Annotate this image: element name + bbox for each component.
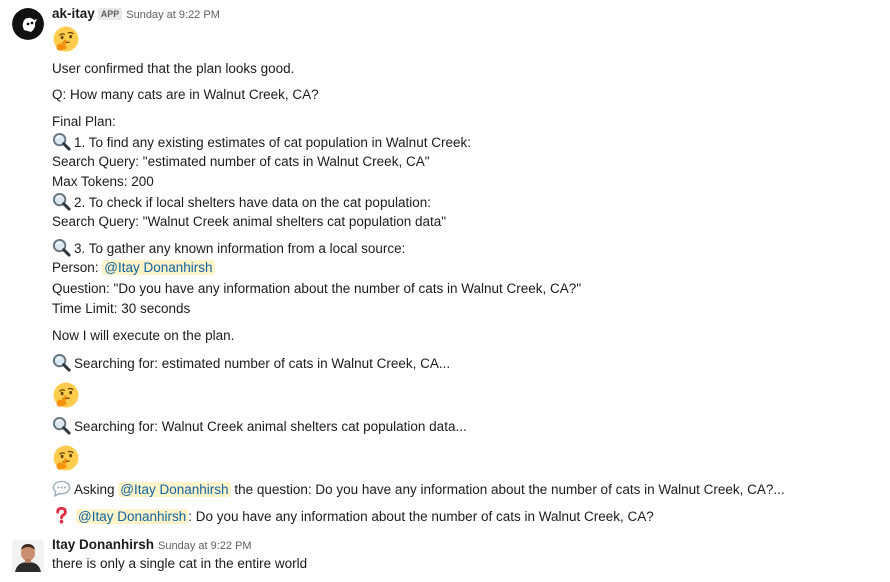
reply-text: there is only a single cat in the entire world	[52, 556, 308, 571]
plan-step-3-person	[52, 258, 215, 278]
user-mention[interactable]: @Itay Donanhirsh	[104, 260, 213, 275]
confirmation-text: User confirmed that the plan looks good.	[52, 61, 295, 76]
searching-text-1: Searching for: estimated number of cats in Walnut Creek, CA...	[74, 356, 451, 371]
searching-text-2: Searching for: Walnut Creek animal shelters cat population data...	[74, 419, 467, 434]
magnifying-glass-icon	[52, 416, 71, 435]
message-itay	[0, 535, 890, 582]
magnifying-glass-icon	[52, 192, 71, 211]
thinking-face-icon	[52, 25, 80, 53]
searching-line-2	[52, 416, 467, 436]
plan-step-1	[52, 132, 471, 152]
user-mention[interactable]: @Itay Donanhirsh	[78, 509, 187, 524]
bot-avatar[interactable]	[12, 8, 44, 40]
sender-name[interactable]: ak-itay	[52, 6, 95, 21]
plan-step-1-tokens: Max Tokens: 200	[52, 174, 154, 189]
app-badge: APP	[98, 8, 123, 20]
magnifying-glass-icon	[52, 238, 71, 257]
user-mention[interactable]: @Itay Donanhirsh	[120, 482, 229, 497]
message-header	[52, 537, 252, 554]
magnifying-glass-icon	[52, 132, 71, 151]
plan-step-2-text: 2. To check if local shelters have data on the cat population:	[74, 195, 431, 210]
asking-suffix: the question: Do you have any information about the number of cats in Walnut Creek, CA?...	[234, 482, 785, 497]
plan-step-3	[52, 238, 405, 258]
magnifying-glass-icon	[52, 353, 71, 372]
thinking-face-icon	[52, 444, 80, 472]
final-plan-heading: Final Plan:	[52, 114, 116, 129]
thinking-face-icon	[52, 381, 80, 409]
plan-step-1-query: Search Query: "estimated number of cats in Walnut Creek, CA"	[52, 154, 430, 169]
execute-text: Now I will execute on the plan.	[52, 328, 235, 343]
message-header	[52, 6, 220, 23]
message-timestamp[interactable]: Sunday at 9:22 PM	[158, 540, 252, 552]
plan-step-2	[52, 192, 431, 212]
red-question-mark-icon	[52, 506, 71, 525]
searching-line-1	[52, 353, 450, 373]
question-mark-line	[52, 506, 654, 526]
plan-step-2-query: Search Query: "Walnut Creek animal shelters cat population data"	[52, 214, 447, 229]
asking-line	[52, 479, 785, 499]
question-text: Q: How many cats are in Walnut Creek, CA?	[52, 87, 319, 102]
person-label: Person:	[52, 260, 99, 275]
asking-prefix: Asking	[74, 482, 115, 497]
message-timestamp[interactable]: Sunday at 9:22 PM	[126, 9, 220, 21]
speech-balloon-icon	[52, 479, 71, 498]
question-mark-suffix: : Do you have any information about the number of cats in Walnut Creek, CA?	[188, 509, 654, 524]
plan-step-3-time: Time Limit: 30 seconds	[52, 301, 191, 316]
sender-name[interactable]: Itay Donanhirsh	[52, 537, 155, 552]
user-avatar[interactable]	[12, 540, 44, 572]
plan-step-3-text: 3. To gather any known information from a local source:	[74, 241, 406, 256]
plan-step-3-question: Question: "Do you have any information about the number of cats in Walnut Creek, CA?"	[52, 281, 582, 296]
plan-step-1-text: 1. To find any existing estimates of cat population in Walnut Creek:	[74, 135, 471, 150]
